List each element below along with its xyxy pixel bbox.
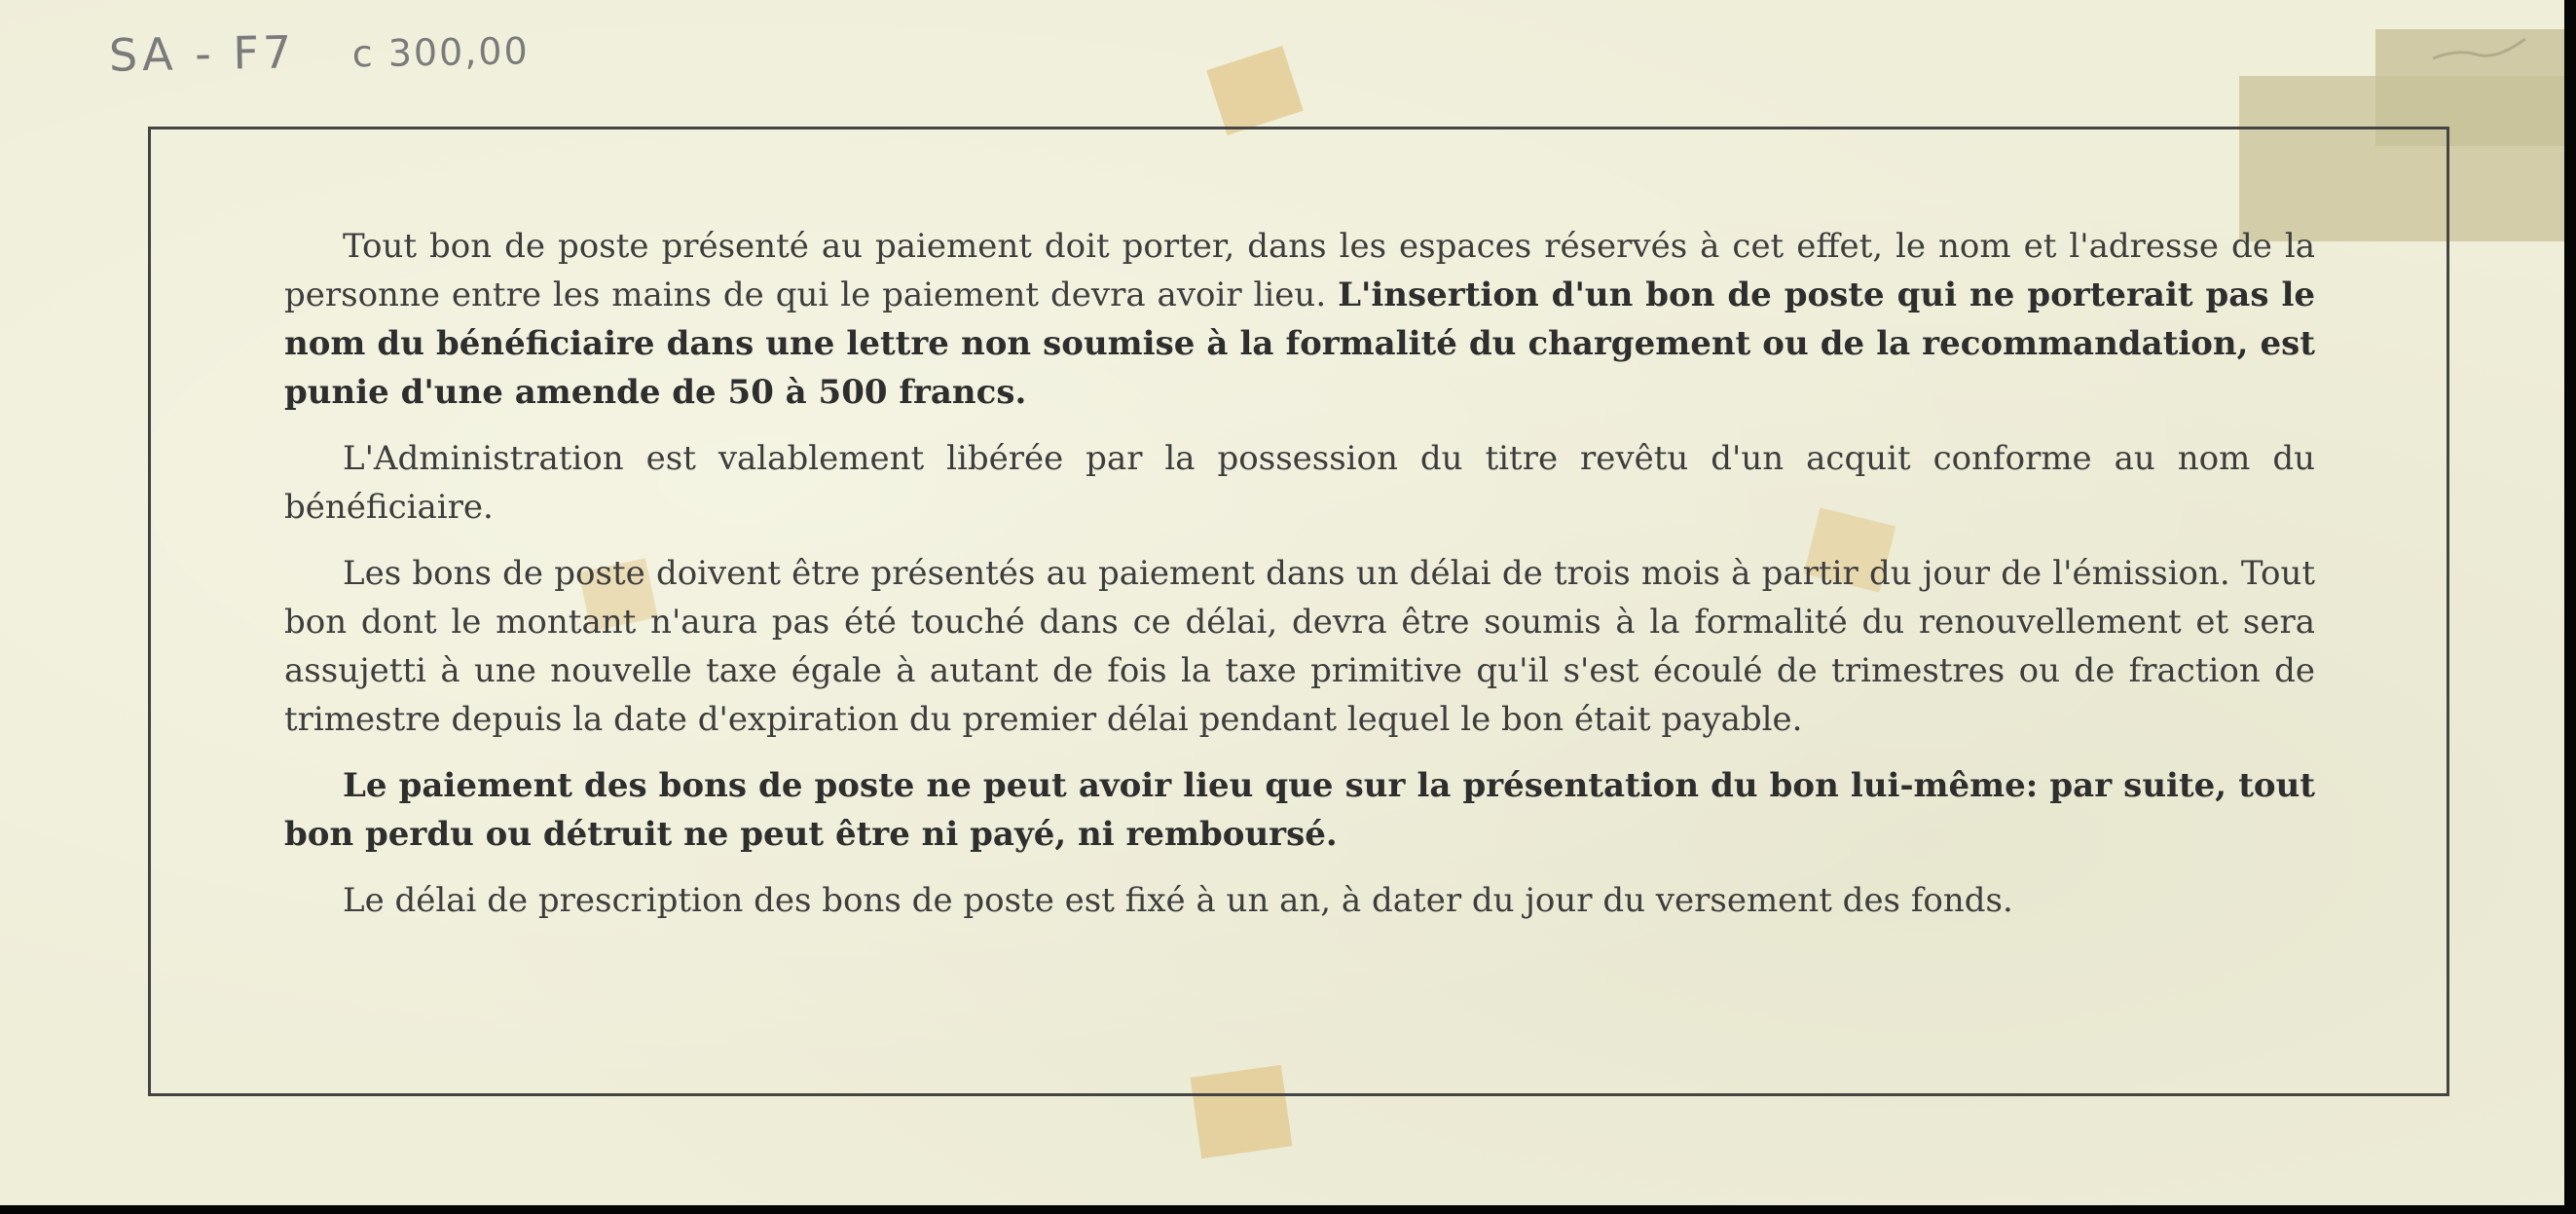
catalog-code: SA - F7 xyxy=(108,25,296,82)
regulations-text xyxy=(284,222,2315,942)
penalty-notice: L'insertion d'un bon de poste qui ne porterait pas le nom du bénéficiaire dans une lettre non soumise à la formalité du chargement ou de la recommandation, est punie d'une amende de 50 à 500 francs. xyxy=(284,276,2315,412)
paragraph-lost-orders: Le paiement des bons de poste ne peut avoir lieu que sur la présentation du bon lui-même: par suite, tout bon perdu ou détruit ne peut être ni payé, ni remboursé. xyxy=(284,766,2315,854)
paragraph-time-limit: Les bons de poste doivent être présentés au paiement dans un délai de trois mois à partir du jour de l'émission. Tout bon dont le montant n'aura pas été touché dans ce délai, devra être soumis à la formalité du renouvellement et sera assujetti à une nouvelle taxe égale à autant de fois la taxe primitive qu'il s'est écoulé de trimestres ou de fraction de trimestre depuis la date d'expiration du premier délai pendant lequel le bon était payable. xyxy=(284,554,2315,739)
handwritten-annotation xyxy=(109,21,531,82)
paragraph-payment-requirements xyxy=(284,222,2315,417)
paragraph-text: Tout bon de poste présenté au paiement doit porter, dans les espaces réservés à cet effet, le nom et l'adresse de la personne entre les mains de qui le paiement devra avoir lieu. xyxy=(284,227,2315,314)
paragraph-administration: L'Administration est valablement libérée par la possession du titre revêtu d'un acquit conforme au nom du bénéficiaire. xyxy=(284,439,2315,527)
catalog-price: c 300,00 xyxy=(351,29,531,76)
paragraph-prescription: Le délai de prescription des bons de poste est fixé à un an, à dater du jour du versement des fonds. xyxy=(343,881,2013,920)
hinge-tape-top xyxy=(1206,46,1304,135)
